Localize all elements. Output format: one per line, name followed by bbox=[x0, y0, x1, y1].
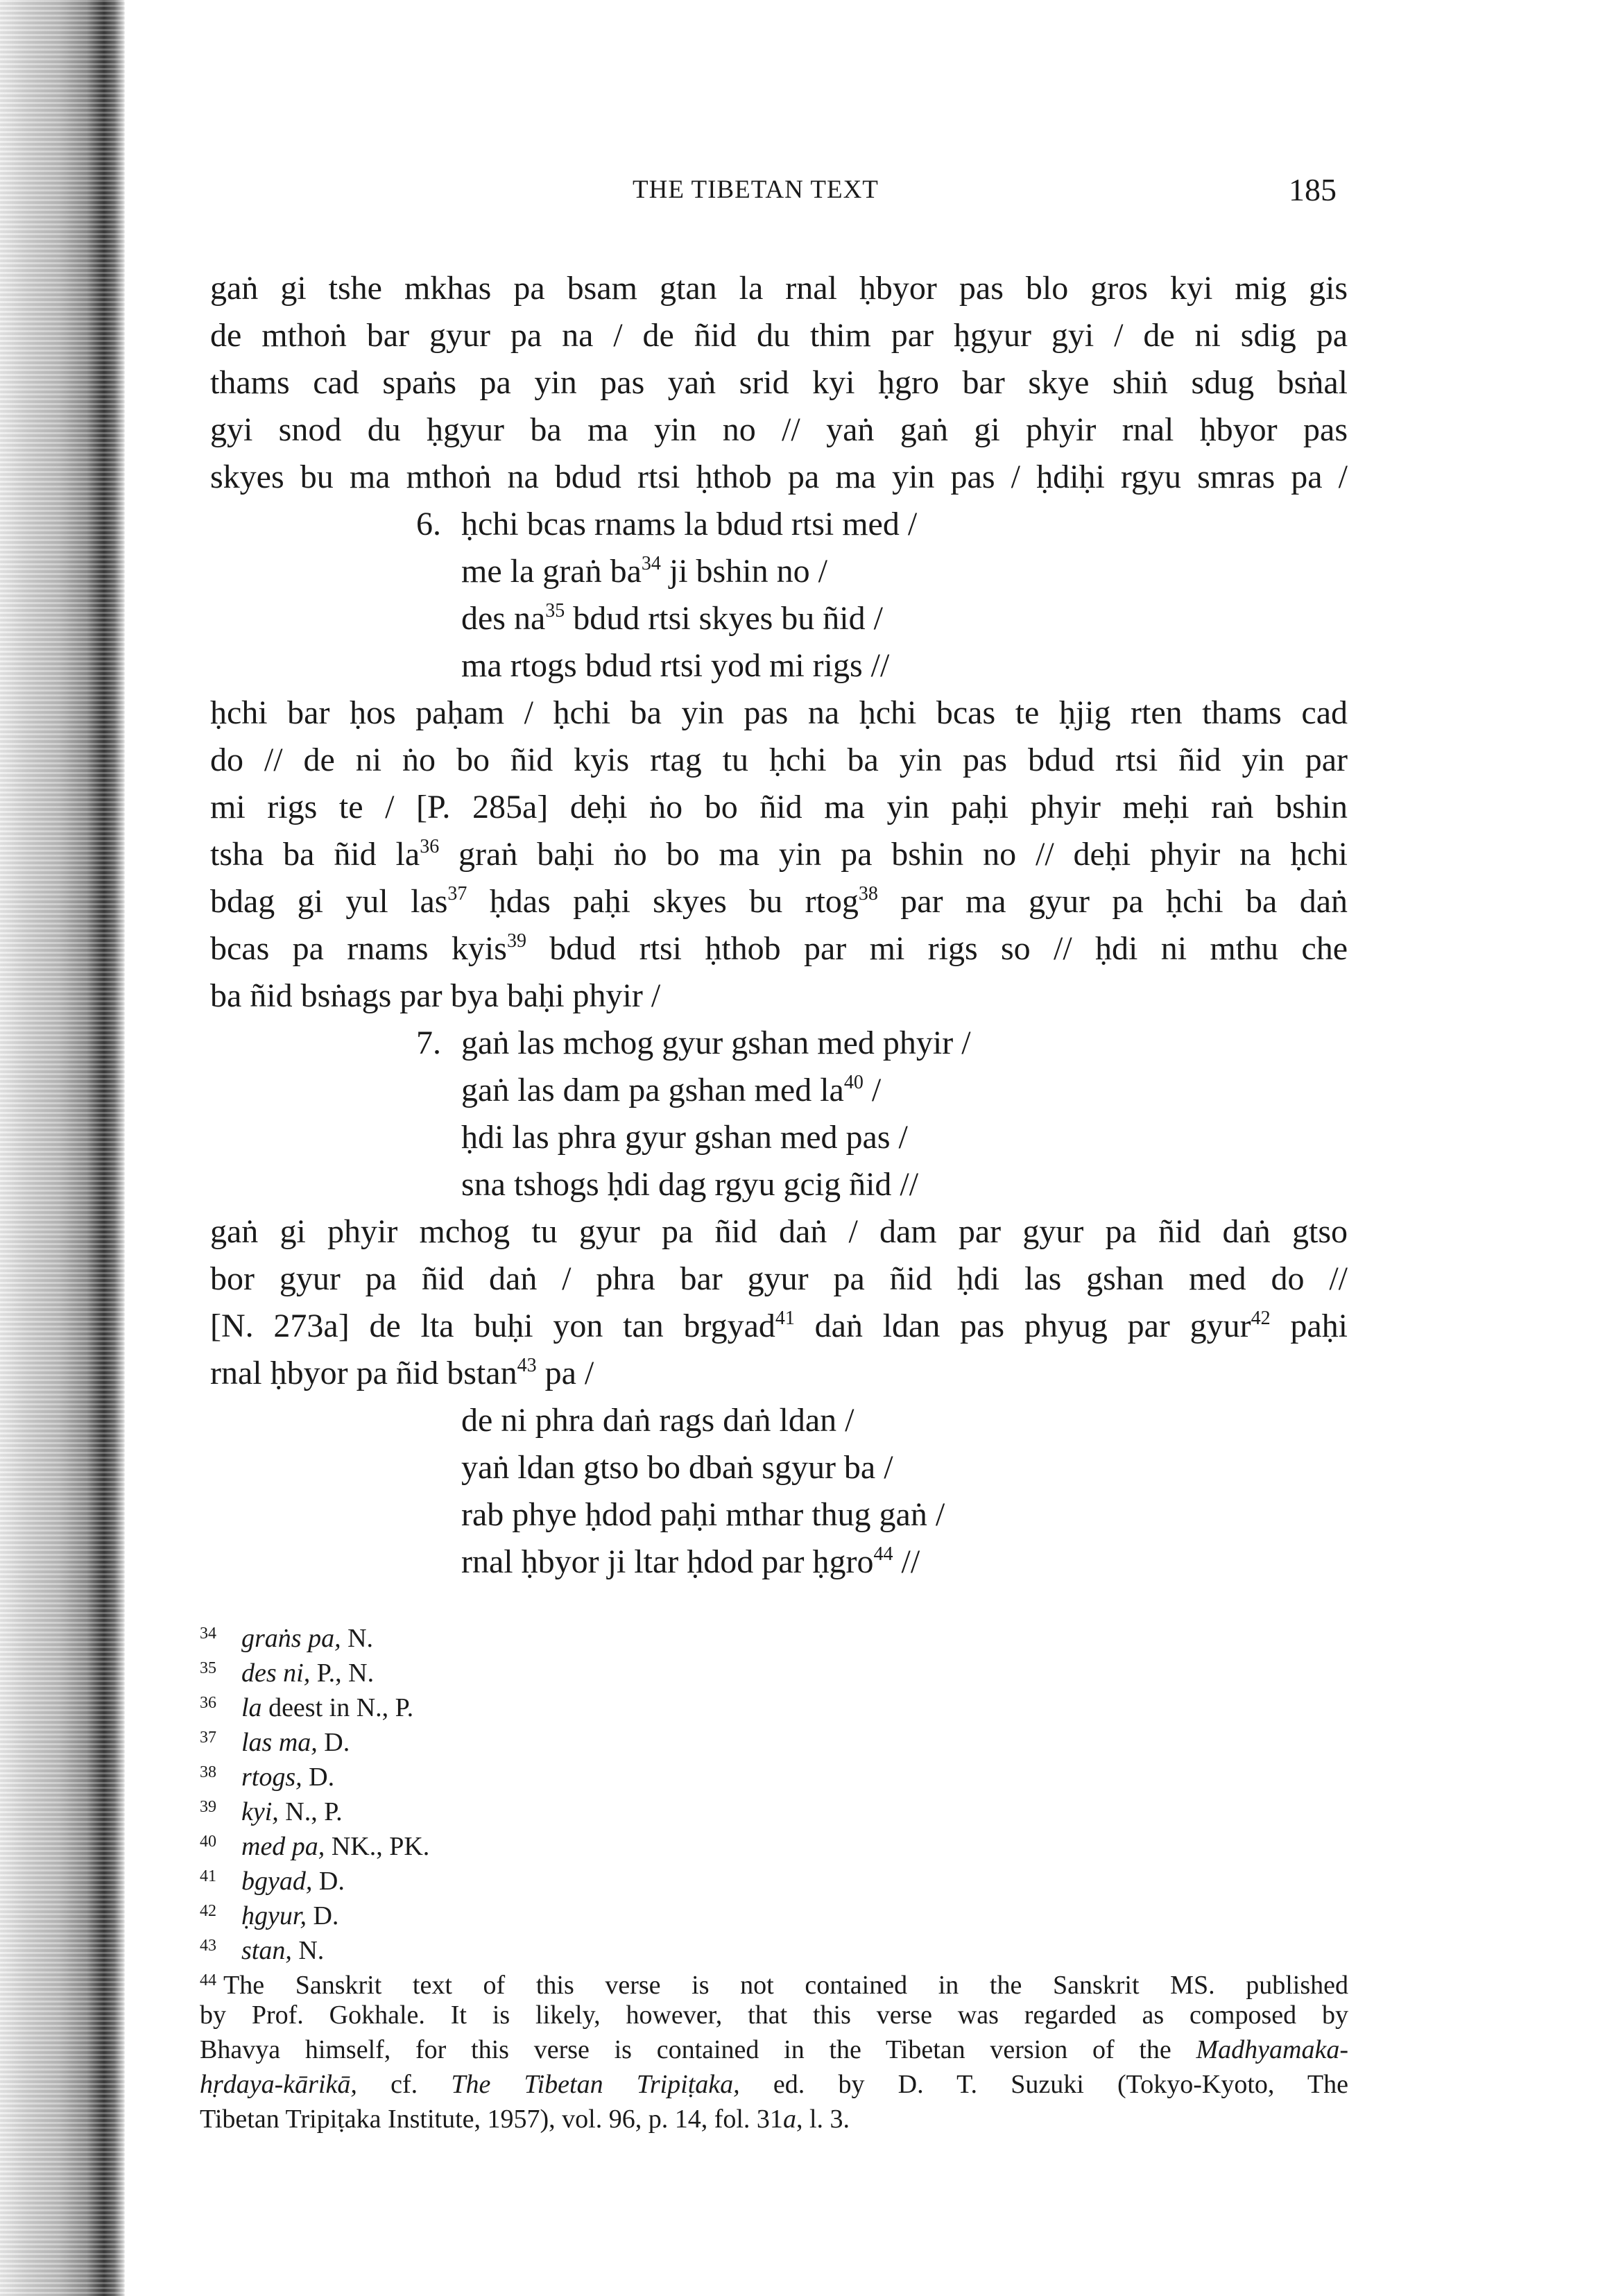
text-line: gyi snod du ḥgyur ba ma yin no // yaṅ gaṅ gi phyir rnal ḥbyor pas bbox=[210, 411, 1348, 448]
verse-number: 6. bbox=[416, 506, 441, 542]
footnote: 42 ḥgyur, D. bbox=[200, 1901, 339, 1930]
text-line: tsha ba ñid $la^{36}$ graṅ baḥi ṅo bo ma yin pa bshin no // deḥi phyir na ḥchi bbox=[210, 836, 1348, 873]
text-line: skyes bu ma mthoṅ na bdud rtsi ḥthob pa ma yin pas / ḥdiḥi rgyu smras pa / bbox=[210, 459, 1348, 495]
text-line: ba ñid bsṅags par bya baḥi phyir / bbox=[210, 977, 661, 1014]
verse-line: me la graṅ $ba^{34}$ ji bshin no / bbox=[461, 553, 827, 590]
text-line: rnal ḥbyor pa ñid bstan$^{43}$ pa / bbox=[210, 1355, 594, 1391]
footnote: 41 bgyad, D. bbox=[200, 1867, 345, 1896]
verse-line: gaṅ las mchog gyur gshan med phyir / bbox=[461, 1025, 971, 1061]
paragraph-2 bbox=[210, 689, 1348, 1020]
verse-line: yaṅ ldan gtso bo dbaṅ sgyur ba / bbox=[461, 1449, 893, 1486]
footnote-ref: 34 bbox=[641, 553, 661, 574]
footnotes bbox=[200, 1616, 1348, 2134]
footnote-44 bbox=[200, 1963, 1348, 2136]
footnote-ref: 42 bbox=[1251, 1308, 1271, 1329]
verse-line: ḥchi bcas rnams la bdud rtsi med / bbox=[461, 506, 918, 542]
footnote-line: Tibetan Tripiṭaka Institute, 1957), vol. 96, p. 14, fol. 31a, l. 3. bbox=[200, 2105, 850, 2134]
footnote: 34 graṅs pa, N. bbox=[200, 1624, 374, 1653]
paragraph-3 bbox=[210, 1208, 1348, 1397]
verse-line: rnal ḥbyor ji ltar ḥdod par ḥgro$^{44}$ // bbox=[461, 1543, 920, 1580]
text-line: thams cad spaṅs pa yin pas yaṅ srid kyi ḥgro bar skye shiṅ sdug bsṅal bbox=[210, 364, 1348, 401]
verse-number: 7. bbox=[416, 1025, 441, 1061]
paragraph-1 bbox=[210, 265, 1348, 501]
verse-8 bbox=[461, 1397, 945, 1586]
footnote: 43 stan, N. bbox=[200, 1936, 325, 1965]
page-number: 185 bbox=[1289, 172, 1337, 207]
text-line: bor gyur pa ñid daṅ / phra bar gyur pa ñid ḥdi las gshan med do // bbox=[210, 1260, 1348, 1297]
footnote-ref: 39 bbox=[506, 930, 526, 952]
text-line: gaṅ gi tshe mkhas pa bsam gtan la rnal ḥbyor pas blo gros kyi mig gis bbox=[210, 270, 1348, 307]
text-line: bdag gi yul las$^{37}$ ḥdas paḥi skyes bu rtog$^{38}$ par ma gyur pa ḥchi ba daṅ bbox=[210, 883, 1348, 920]
footnote-ref: 36 bbox=[420, 836, 440, 857]
footnote-ref: 40 bbox=[843, 1072, 864, 1093]
verse-line: ḥdi las phra gyur gshan med pas / bbox=[461, 1119, 908, 1156]
footnote-line: 44 The Sanskrit text of this verse is not contained in the Sanskrit MS. published bbox=[200, 1971, 1348, 2000]
text-line: de mthoṅ bar gyur pa na / de ñid du thim par ḥgyur gyi / de ni sdig pa bbox=[210, 317, 1348, 354]
text-line: ḥchi bar ḥos paḥam / ḥchi ba yin pas na ḥchi bcas te ḥjig rten thams cad bbox=[210, 694, 1348, 731]
verse-line: sna tshogs ḥdi dag rgyu gcig ñid // bbox=[461, 1166, 919, 1203]
footnote-ref: 41 bbox=[775, 1308, 795, 1329]
text-line: bcas pa rnams kyis$^{39}$ bdud rtsi ḥthob par mi rigs so // ḥdi ni mthu che bbox=[210, 930, 1348, 967]
text-line: gaṅ gi phyir mchog tu gyur pa ñid daṅ / dam par gyur pa ñid daṅ gtso bbox=[210, 1213, 1348, 1250]
verse-line: rab phye ḥdod paḥi mthar thug gaṅ / bbox=[461, 1496, 945, 1533]
verse-line: ma rtogs bdud rtsi yod mi rigs // bbox=[461, 647, 890, 684]
footnote-line: hṛdaya-kārikā, cf. The Tibetan Tripiṭaka, ed. by D. T. Suzuki (Tokyo-Kyoto, The bbox=[200, 2070, 1348, 2099]
footnote-line: Bhavya himself, for this verse is contained in the Tibetan version of the Madhyamaka- bbox=[200, 2035, 1348, 2064]
page-gutter-texture bbox=[0, 0, 125, 2296]
footnote: 35 des ni, P., N. bbox=[200, 1659, 375, 1688]
footnote-ref: 43 bbox=[517, 1355, 537, 1376]
text-line: mi rigs te / [P. 285a] deḥi ṅo bo ñid ma yin paḥi phyir meḥi raṅ bshin bbox=[210, 789, 1348, 825]
verse-line: des $na^{35}$ bdud rtsi skyes bu ñid / bbox=[461, 600, 883, 637]
footnote-ref: 35 bbox=[545, 600, 565, 622]
verse-line: gaṅ las dam pa gshan med $la^{40}$ / bbox=[461, 1072, 882, 1108]
footnote-ref: 38 bbox=[858, 883, 878, 905]
footnote: 37 las ma, D. bbox=[200, 1728, 350, 1757]
footnote: 38 rtogs, D. bbox=[200, 1763, 335, 1792]
footnote-line: by Prof. Gokhale. It is likely, however, that this verse was regarded as composed by bbox=[200, 2001, 1348, 2030]
text-line: [N. 273a] de lta buḥi yon tan brgyad$^{41}$ daṅ ldan pas phyug par gyur$^{42}$ paḥi bbox=[210, 1308, 1348, 1344]
running-title: THE TIBETAN TEXT bbox=[633, 175, 879, 204]
footnote: 36 la deest in N., P. bbox=[200, 1693, 414, 1722]
footnote: 39 kyi, N., P. bbox=[200, 1797, 343, 1826]
footnote-ref: 44 bbox=[873, 1543, 893, 1565]
footnote: 40 med pa, NK., PK. bbox=[200, 1832, 430, 1861]
footnote-ref: 37 bbox=[447, 883, 467, 905]
text-line: do // de ni ṅo bo ñid kyis rtag tu ḥchi ba yin pas bdud rtsi ñid yin par bbox=[210, 742, 1348, 778]
verse-line: de ni phra daṅ rags daṅ ldan / bbox=[461, 1402, 855, 1439]
